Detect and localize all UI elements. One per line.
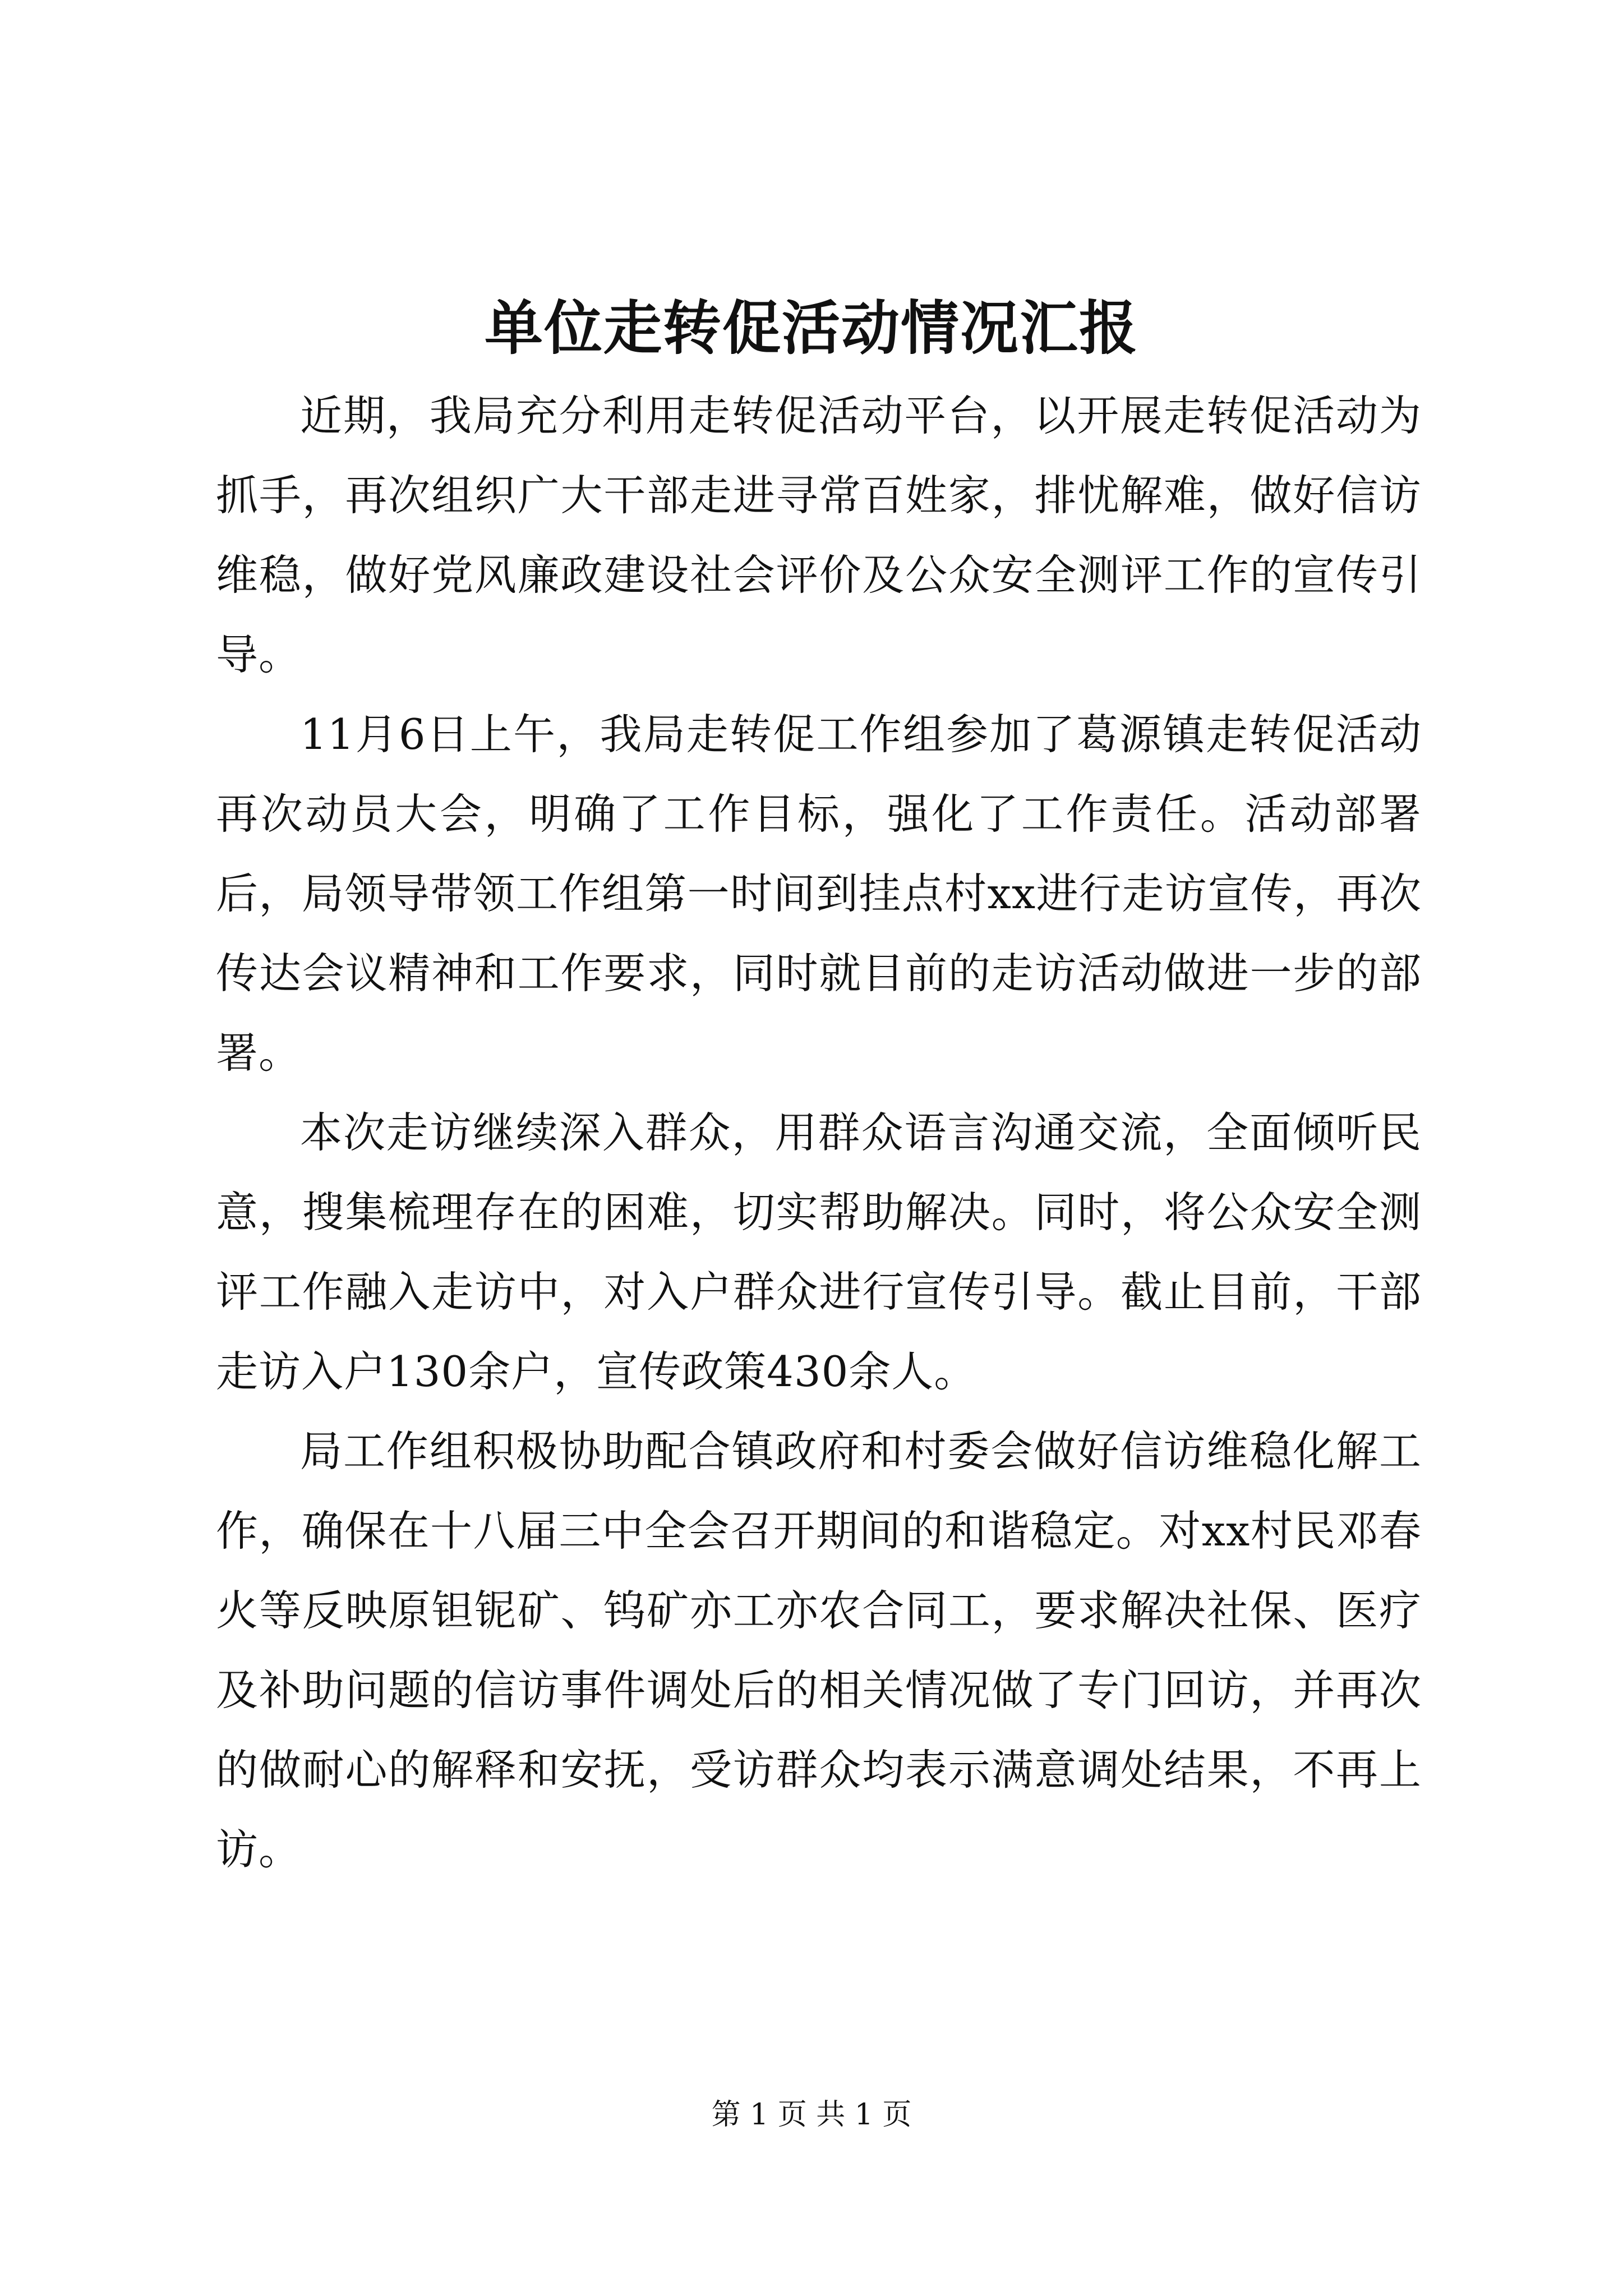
document-body	[216, 376, 1422, 1889]
paragraph-3: 本次走访继续深入群众，用群众语言沟通交流，全面倾听民意，搜集梳理存在的困难，切实帮助解决。同时，将公众安全测评工作融入走访中，对入户群众进行宣传引导。截止目前，干部走访入户130余户，宣传政策430余人。	[216, 1108, 1422, 1396]
document-title: 单位走转促活动情况汇报	[484, 293, 1138, 362]
page-footer: 第 1 页 共 1 页	[711, 2098, 912, 2132]
paragraph-1: 近期，我局充分利用走转促活动平台，以开展走转促活动为抓手，再次组织广大干部走进寻常百姓家，排忧解难，做好信访维稳，做好党风廉政建设社会评价及公众安全测评工作的宣传引导。	[216, 391, 1422, 679]
paragraph-4: 局工作组积极协助配合镇政府和村委会做好信访维稳化解工作，确保在十八届三中全会召开期间的和谐稳定。对xx村民邓春火等反映原钽铌矿、钨矿亦工亦农合同工，要求解决社保、医疗及补助问题的信访事件调处后的相关情况做了专门回访，并再次的做耐心的解释和安抚，受访群众均表示满意调处结果，不再上访。	[216, 1427, 1422, 1874]
paragraph-2: 11月6日上午，我局走转促工作组参加了葛源镇走转促活动再次动员大会，明确了工作目标，强化了工作责任。活动部署后，局领导带领工作组第一时间到挂点村xx进行走访宣传，再次传达会议精神和工作要求，同时就目前的走访活动做进一步的部署。	[216, 710, 1422, 1078]
